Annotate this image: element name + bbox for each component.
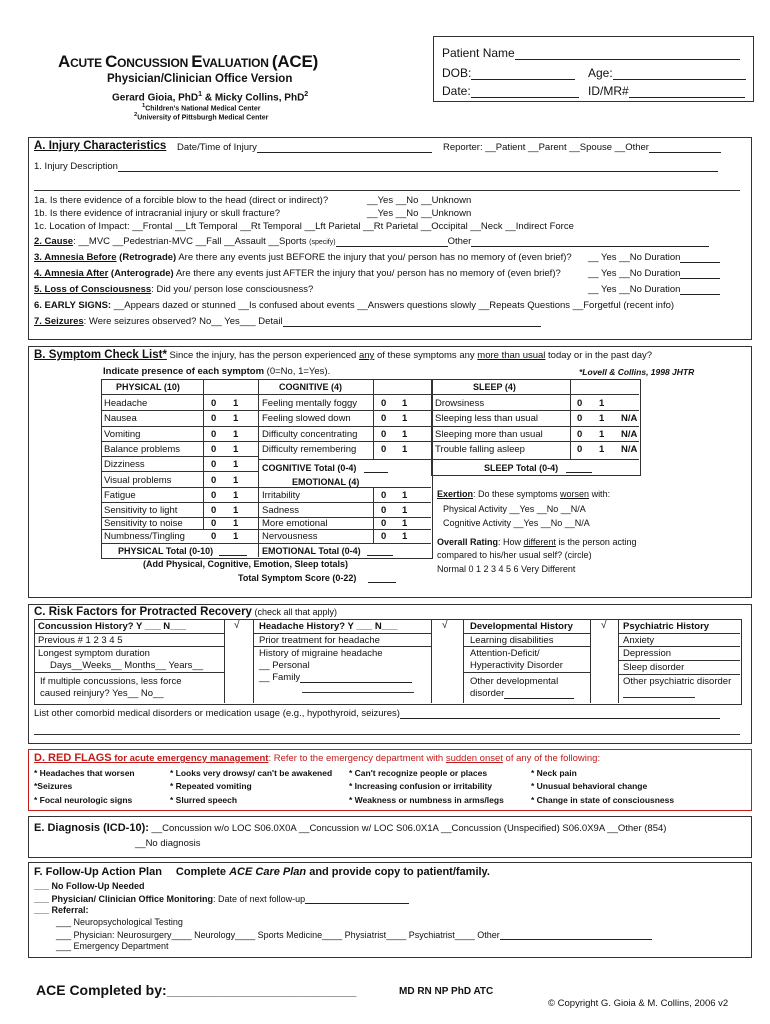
symptom-sadness: Sadness — [262, 505, 299, 516]
psychiatric-history: Psychiatric History — [623, 621, 710, 632]
q1a-options[interactable]: __Yes __No __Unknown — [367, 195, 472, 206]
symptom-balance: Balance problems — [104, 444, 181, 455]
physical-total[interactable]: PHYSICAL Total (0-10) — [118, 545, 247, 556]
q3-options[interactable]: __ Yes __No Duration — [588, 252, 720, 263]
red-flag-weakness: * Weakness or numbness in arms/legs — [349, 795, 504, 805]
symptom-headache: Headache — [104, 398, 148, 409]
exertion-question: Exertion: Do these symptoms worsen with: — [437, 489, 611, 499]
physician-referral[interactable]: ___ Physician: Neurosurgery____ Neurology____ Sports Medicine____ Physiatrist____ Psychiatrist____ Other — [56, 929, 652, 940]
symptom-nervousness: Nervousness — [262, 531, 318, 542]
overall-rating: Overall Rating: How different is the person acting — [437, 537, 637, 547]
no-followup[interactable]: ___ No Follow-Up Needed — [34, 881, 145, 891]
q4-amnesia-after: 4. Amnesia After (Anterograde) Are there any events just AFTER the injury that you/ person has no memory of (even brief)? — [34, 268, 561, 279]
red-flag-slurred: * Slurred speech — [170, 795, 238, 805]
total-symptom-score[interactable]: Total Symptom Score (0-22) — [238, 572, 396, 583]
prior-treatment: Prior treatment for headache — [259, 635, 380, 646]
section-b-header: B. Symptom Check List* Since the injury, has the person experienced any of these symptoms any more than usual today or in the past day? — [34, 349, 653, 361]
authors: Gerard Gioia, PhD$^1$ & Micky Collins, PhD$^2$ — [112, 91, 309, 104]
affiliation-2: $^2$University of Pittsburgh Medical Center — [134, 112, 269, 122]
family-line-2 — [302, 692, 414, 693]
neuropsych-testing[interactable]: ___ Neuropsychological Testing — [56, 917, 183, 927]
symptom-drowsiness: Drowsiness — [435, 398, 485, 409]
date-field[interactable]: Date: — [442, 84, 579, 98]
cognitive-total[interactable]: COGNITIVE Total (0-4) — [262, 462, 388, 473]
other-psychiatric[interactable]: Other psychiatric disorder — [623, 676, 732, 687]
symptom-falling-asleep: Trouble falling asleep — [435, 444, 525, 455]
personal-option[interactable]: __ Personal — [259, 660, 310, 671]
comorbid-line-2 — [34, 734, 740, 735]
copyright: © Copyright G. Gioia & M. Collins, 2006 v2 — [548, 998, 729, 1009]
symptom-more-emotional: More emotional — [262, 518, 328, 529]
other-developmental-2[interactable]: disorder — [470, 688, 574, 699]
age-field[interactable]: Age: — [588, 66, 746, 80]
red-flag-behavior: * Unusual behavioral change — [531, 781, 648, 791]
overall-rating-scale[interactable]: Normal 0 1 2 3 4 5 6 Very Different — [437, 564, 576, 574]
add-totals-instruction: (Add Physical, Cognitive, Emotion, Sleep totals) — [143, 559, 349, 569]
symptom-visual: Visual problems — [104, 475, 172, 486]
diagnosis-options[interactable]: E. Diagnosis (ICD-10): __Concussion w/o LOC S06.0X0A __Concussion w/ LOC S06.0X1A __Concussion (Unspecified) S06.0X9A __Other (854) — [34, 822, 667, 834]
red-flag-vomiting: * Repeated vomiting — [170, 781, 252, 791]
sleep-total[interactable]: SLEEP Total (0-4) — [484, 462, 592, 473]
symptom-sleeping-less: Sleeping less than usual — [435, 413, 538, 424]
section-d-title: D. RED FLAGS for acute emergency management: Refer to the emergency department with sudden onset of any of the following: — [34, 752, 601, 764]
migraine-history: History of migraine headache — [259, 648, 383, 659]
patient-name-field[interactable]: Patient Name — [442, 46, 740, 60]
q2-cause[interactable]: 2. Cause: __MVC __Pedestrian-MVC __Fall __Assault __Sports (specify) Other — [34, 236, 709, 247]
symptom-foggy: Feeling mentally foggy — [262, 398, 358, 409]
no-diagnosis[interactable]: __No diagnosis — [135, 838, 201, 849]
red-flag-confusion: * Increasing confusion or irritability — [349, 781, 493, 791]
red-flag-seizures: *Seizures — [34, 781, 73, 791]
check-column-2[interactable]: √ — [442, 620, 448, 631]
multiple-concussions-2[interactable]: caused reinjury? Yes__ No__ — [40, 688, 164, 699]
red-flag-headaches: * Headaches that worsen — [34, 768, 135, 778]
q5-loss-of-consciousness: 5. Loss of Consciousness: Did you/ person lose consciousness? — [34, 284, 314, 295]
referral[interactable]: ___ Referral: — [34, 905, 89, 915]
check-column-1[interactable]: √ — [234, 620, 240, 631]
previous-concussions[interactable]: Previous # 1 2 3 4 5 — [38, 635, 123, 646]
datetime-injury-field[interactable]: Date/Time of Injury — [177, 142, 432, 153]
section-a-title: A. Injury Characteristics — [34, 140, 167, 152]
physical-activity-options[interactable]: Physical Activity __Yes __No __N/A — [443, 504, 586, 514]
q5-options[interactable]: __ Yes __No Duration — [588, 284, 720, 295]
symptom-sleeping-more: Sleeping more than usual — [435, 429, 543, 440]
longest-duration: Longest symptom duration — [38, 648, 150, 659]
emotional-header: EMOTIONAL (4) — [292, 477, 360, 487]
red-flag-drowsy: * Looks very drowsy/ can't be awakened — [170, 768, 333, 778]
symptom-remembering: Difficulty remembering — [262, 444, 357, 455]
depression[interactable]: Depression — [623, 648, 672, 659]
symptom-noise: Sensitivity to noise — [104, 518, 183, 529]
headache-history[interactable]: Headache History? Y ___ N___ — [259, 621, 398, 632]
injury-description-line-2 — [34, 190, 740, 191]
other-psychiatric-line — [623, 697, 695, 698]
form-subtitle: Physician/Clinician Office Version — [107, 73, 293, 85]
credentials[interactable]: MD RN NP PhD ATC — [399, 986, 494, 997]
section-c-title: C. Risk Factors for Protracted Recovery (check all that apply) — [34, 606, 337, 618]
check-column-3[interactable]: √ — [601, 620, 607, 631]
q6-early-signs[interactable]: 6. EARLY SIGNS: __Appears dazed or stunned __Is confused about events __Answers questions slowly __Repeats Questions __Forgetful (recent info) — [34, 300, 675, 311]
symptom-light: Sensitivity to light — [104, 505, 178, 516]
indicate-presence: Indicate presence of each symptom (0=No, 1=Yes). — [103, 366, 331, 377]
symptom-nausea: Nausea — [104, 413, 137, 424]
form-title: ACUTE CONCUSSION EVALUATION (ACE) — [58, 52, 319, 71]
dob-field[interactable]: DOB: — [442, 66, 575, 80]
emotional-total[interactable]: EMOTIONAL Total (0-4) — [262, 545, 393, 556]
q3-amnesia-before: 3. Amnesia Before (Retrograde) Are there any events just BEFORE the injury that you/ person has no memory of (even brief)? — [34, 252, 572, 263]
symptom-slowed: Feeling slowed down — [262, 413, 351, 424]
symptom-vomiting: Vomiting — [104, 429, 141, 440]
symptom-fatigue: Fatigue — [104, 490, 136, 501]
symptom-irritability: Irritability — [262, 490, 301, 501]
other-developmental-1[interactable]: Other developmental — [470, 676, 559, 687]
learning-disabilities[interactable]: Learning disabilities — [470, 635, 554, 646]
comorbid-field[interactable]: List other comorbid medical disorders or medication usage (e.g., hypothyroid, seizures) — [34, 708, 720, 719]
red-flag-focal: * Focal neurologic signs — [34, 795, 133, 805]
multiple-concussions-1: If multiple concussions, less force — [40, 676, 182, 687]
q1b-text: 1b. Is there evidence of intracranial injury or skull fracture? — [34, 208, 281, 219]
symptom-concentrating: Difficulty concentrating — [262, 429, 358, 440]
id-mr-field[interactable]: ID/MR# — [588, 84, 745, 98]
overall-rating-line-2: compared to his/her usual self? (circle) — [437, 550, 592, 560]
symptom-dizziness: Dizziness — [104, 459, 145, 470]
anxiety[interactable]: Anxiety — [623, 635, 655, 646]
cognitive-activity-options[interactable]: Cognitive Activity __Yes __No __N/A — [443, 518, 590, 528]
red-flag-neck-pain: * Neck pain — [531, 768, 577, 778]
q1a-text: 1a. Is there evidence of a forcible blow to the head (direct or indirect)? — [34, 195, 329, 206]
ace-completed-by[interactable]: ACE Completed by:_______________________________ — [36, 982, 357, 998]
red-flag-consciousness: * Change in state of consciousness — [531, 795, 675, 805]
cognitive-header: COGNITIVE (4) — [279, 382, 343, 392]
red-flag-recognize: * Can't recognize people or places — [349, 768, 488, 778]
developmental-history: Developmental History — [470, 621, 573, 632]
emergency-department[interactable]: ___ Emergency Department — [56, 941, 169, 951]
affiliation-1: $^1$Children's National Medical Center — [142, 103, 261, 113]
injury-description-field[interactable]: 1. Injury Description — [34, 161, 718, 172]
symptom-numbness: Numbness/Tingling — [104, 531, 185, 542]
citation: *Lovell & Collins, 1998 JHTR — [579, 367, 695, 377]
section-f-title: F. Follow-Up Action Plan Complete ACE Care Plan and provide copy to patient/family. — [34, 866, 490, 878]
attention-deficit[interactable]: Attention-Deficit/ — [470, 648, 540, 659]
q1c-location[interactable]: 1c. Location of Impact: __Frontal __Lft Temporal __Rt Temporal __Lft Parietal __Rt Parietal __Occipital __Neck __Indirect Force — [34, 221, 574, 232]
q4-options[interactable]: __ Yes __No Duration — [588, 268, 720, 279]
family-option[interactable]: __ Family — [259, 672, 412, 683]
hyperactivity-disorder[interactable]: Hyperactivity Disorder — [470, 660, 563, 671]
sleep-disorder[interactable]: Sleep disorder — [623, 662, 685, 673]
duration-options[interactable]: Days__Weeks__ Months__ Years__ — [50, 660, 203, 671]
reporter-field[interactable]: Reporter: __Patient __Parent __Spouse __Other — [443, 142, 721, 153]
sleep-header: SLEEP (4) — [473, 382, 516, 392]
physical-header: PHYSICAL (10) — [116, 382, 180, 392]
concussion-history[interactable]: Concussion History? Y ___ N___ — [38, 621, 187, 632]
office-monitoring[interactable]: ___ Physician/ Clinician Office Monitoring: Date of next follow-up — [34, 893, 409, 904]
q1b-options[interactable]: __Yes __No __Unknown — [367, 208, 472, 219]
q7-seizures[interactable]: 7. Seizures: Were seizures observed? No__ Yes___ Detail — [34, 316, 541, 327]
